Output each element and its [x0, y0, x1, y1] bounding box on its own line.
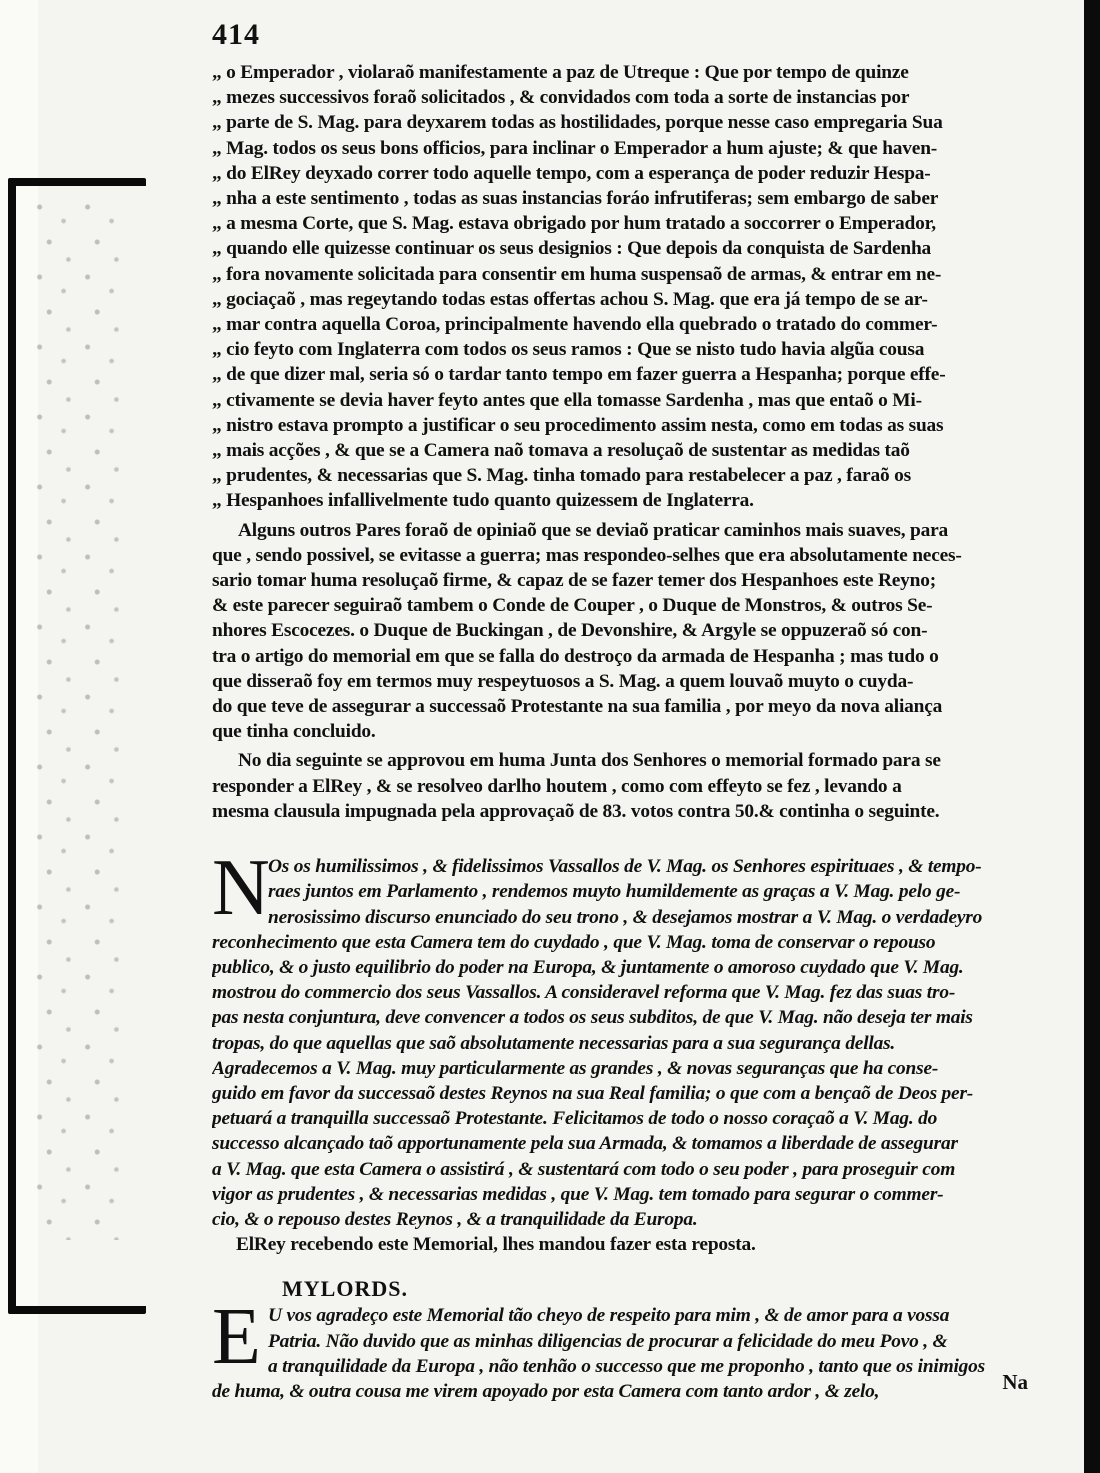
- reply-line: de huma, & outra cousa me virem apoyado por esta Camera com tanto ardor , & zelo,: [212, 1380, 880, 1402]
- memorial-line: publico, & o justo equilibrio do poder na Europa, & juntamente o amoroso cuydado que V. Mag.: [212, 956, 964, 978]
- text-line: tra o artigo do memorial em que se falla do destroço da armada de Hespanha ; mas tudo o: [212, 645, 939, 667]
- text-line: „ parte de S. Mag. para deyxarem todas as hostilidades, porque nesse caso empregaria Sua: [212, 112, 943, 134]
- text-line: „ prudentes, & necessarias que S. Mag. tinha tomado para restabelecer a paz , faraõ os: [212, 465, 911, 487]
- memorial-line: reconhecimento que esta Camera tem do cuydado , que V. Mag. toma de conservar o repouso: [212, 931, 936, 953]
- text-line: „ a mesma Corte, que S. Mag. estava obrigado por hum tratado a soccorrer o Emperador,: [212, 213, 936, 235]
- text-line: „ mais acções , & que se a Camera naõ tomava a resoluçaõ de sustentar as medidas taõ: [212, 440, 910, 462]
- reply-heading: MYLORDS.: [282, 1276, 408, 1302]
- reply-line: U vos agradeço este Memorial tão cheyo de respeito para mim , & de amor para a vossa: [268, 1305, 950, 1327]
- memorial-drop-cap: N: [212, 844, 270, 933]
- text-line: nhores Escocezes. o Duque de Buckingan , de Devonshire, & Argyle se oppuzeraõ só con-: [212, 620, 928, 642]
- memorial-line: nerosissimo discurso enunciado do seu trono , & desejamos mostrar a V. Mag. o verdadeyro: [268, 906, 983, 928]
- main-text: [212, 60, 1048, 1404]
- memorial-line: successo alcançado taõ apportunamente pela sua Armada, & tomamos a liberdade de assegurar: [212, 1133, 958, 1155]
- text-line: que , sendo possivel, se evitasse a guerra; mas respondeo-selhes que era absolutamente neces-: [212, 544, 962, 566]
- scan-edge-bar: [1084, 0, 1100, 1473]
- catchword: Na: [1002, 1370, 1028, 1394]
- memorial-line: mostrou do commercio dos seus Vassallos. A consideravel reforma que V. Mag. fez das suas tro-: [212, 982, 956, 1004]
- text-line: que tinha concluido.: [212, 721, 376, 743]
- memorial-line: Os os humilissimos , & fidelissimos Vassallos de V. Mag. os Senhores espirituaes , & tempo-: [268, 856, 982, 878]
- text-line: mesma clausula impugnada pela approvaçaõ de 83. votos contra 50.& continha o seguinte.: [212, 800, 940, 822]
- text-line: que disseraõ foy em termos muy respeytuosos a S. Mag. a quem louvaõ muyto o cuyda-: [212, 670, 914, 692]
- text-line: „ do ElRey deyxado correr todo aquelle tempo, com a esperança de poder reduzir Hespa-: [212, 162, 931, 184]
- text-line: sario tomar huma resoluçaõ firme, & capaz de se fazer temer dos Hespanhoes este Reyno;: [212, 570, 936, 592]
- paragraph-speech-report: [212, 60, 1048, 514]
- reply-line: a tranquilidade da Europa , não tenhão o successo que me proponho , tanto que os inimigos: [268, 1355, 986, 1377]
- text-line: „ nha a este sentimento , todas as suas instancias foráo infrutiferas; sem embargo de saber: [212, 188, 939, 210]
- reply-block: [212, 1293, 1048, 1404]
- memorial-line: cio, & o repouso destes Reynos , & a tranquilidade da Europa.: [212, 1208, 698, 1230]
- memorial-line: vigor as prudentes , & necessarias medidas , que V. Mag. tem tomado para segurar o commer-: [212, 1183, 944, 1205]
- page-number: 414: [212, 18, 260, 51]
- text-line: No dia seguinte se approvou em huma Junta dos Senhores o memorial formado para se: [238, 750, 941, 772]
- text-line: „ mezes successivos foraõ solicitados , & convidados com toda a sorte de instancias por: [212, 87, 910, 109]
- text-line: „ Mag. todos os seus bons officios, para inclinar o Emperador a hum ajuste; & que haven-: [212, 137, 938, 159]
- memorial-line: a V. Mag. que esta Camera o assistirá , & sustentará com todo o seu poder , para proseguir com: [212, 1158, 956, 1180]
- memorial-line: pas nesta conjuntura, deve convencer a todos os seus subditos, de que V. Mag. não deseja ter mais: [212, 1007, 973, 1029]
- ink-speckles: [30, 200, 126, 1240]
- text-line: „ o Emperador , violaraõ manifestamente a paz de Utreque : Que por tempo de quinze: [212, 62, 909, 83]
- memorial-line: Agradecemos a V. Mag. muy particularmente as grandes , & novas seguranças que ha conse-: [212, 1057, 939, 1079]
- text-line: „ fora novamente solicitada para consentir em huma suspensaõ de armas, & entrar em ne-: [212, 263, 942, 285]
- memorial-block: [212, 844, 1048, 1232]
- text-line: „ nistro estava prompto a justificar o seu procedimento assim nesta, como em todas as suas: [212, 414, 944, 436]
- reply-drop-cap: E: [212, 1293, 261, 1382]
- text-line: „ de que dizer mal, seria só o tardar tanto tempo em fazer guerra a Hespanha; porque effe-: [212, 364, 946, 386]
- memorial-line: tropas, do que aquellas que saõ absolutamente necessarias para a sua segurança dellas.: [212, 1032, 896, 1054]
- text-line: „ gociaçaõ , mas regeytando todas estas offertas achou S. Mag. que era já tempo de se ar-: [212, 288, 928, 310]
- text-line: & este parecer seguiraõ tambem o Conde de Couper , o Duque de Monstros, & outros Se-: [212, 595, 933, 617]
- text-line: „ mar contra aquella Coroa, principalmente havendo ella quebrado o tratado do commer-: [212, 314, 938, 336]
- paragraph-junta: [212, 748, 1048, 824]
- text-line: „ quando elle quizesse continuar os seus designios : Que depois da conquista de Sardenha: [212, 238, 932, 260]
- memorial-line: raes juntos em Parlamento , rendemos muyto humildemente as graças a V. Mag. pelo ge-: [268, 881, 961, 903]
- text-line: responder a ElRey , & se resolveo darlho houtem , como com effeyto se fez , levando a: [212, 775, 902, 797]
- text-line: „ ctivamente se devia haver feyto antes que ella tomasse Sardenha , mas que entaõ o Mi-: [212, 389, 922, 411]
- reply-line: Patria. Não duvido que as minhas diligencias de procurar a felicidade do meu Povo , &: [268, 1330, 948, 1352]
- text-line: Alguns outros Pares foraõ de opiniaõ que se deviaõ praticar caminhos mais suaves, para: [238, 519, 948, 541]
- paragraph-peers-opinion: [212, 518, 1048, 745]
- text-line: „ Hespanhoes infallivelmente tudo quanto quizessem de Inglaterra.: [212, 490, 754, 512]
- memorial-line: guido em favor da successaõ destes Reynos na sua Real familia; o que com a bençaõ de Deos per-: [212, 1082, 974, 1104]
- reply-intro: ElRey recebendo este Memorial, lhes mandou fazer esta reposta.: [236, 1234, 756, 1256]
- text-line: „ cio feyto com Inglaterra com todos os seus ramos : Que se nisto tudo havia algũa cousa: [212, 339, 925, 361]
- memorial-line: petuará a tranquilla successaõ Protestante. Felicitamos de todo o nosso coraçaõ a V. Mag. do: [212, 1108, 938, 1130]
- text-line: do que teve de assegurar a successaõ Protestante na sua familia , por meyo da nova aliança: [212, 696, 943, 718]
